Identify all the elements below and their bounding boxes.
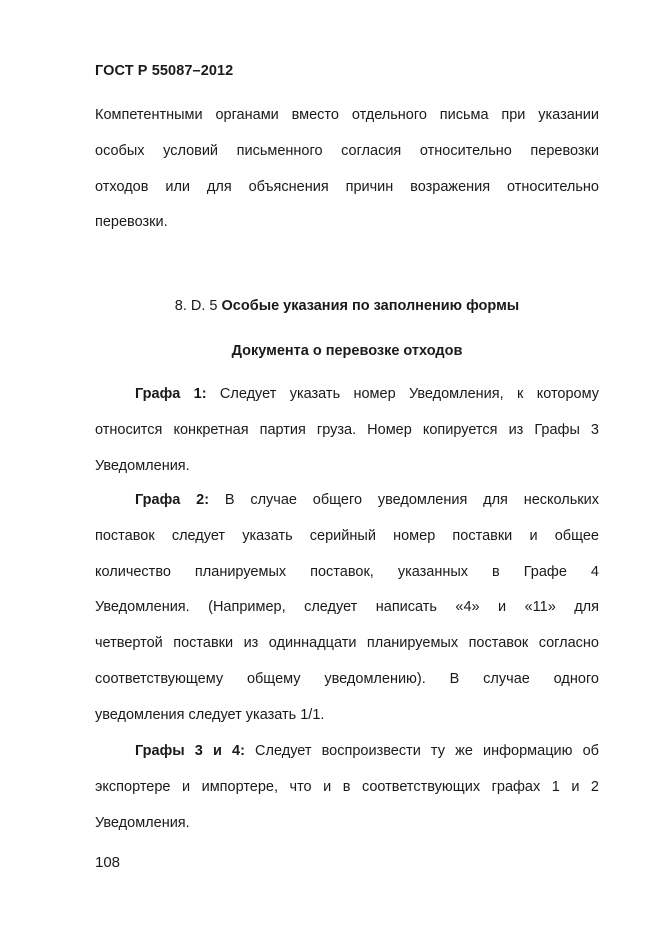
paragraph-line: количество планируемых поставок, указанных в Графе 4: [95, 563, 599, 580]
grafa-2-text: В случае общего уведомления для нескольких: [209, 492, 599, 508]
paragraph-line: отходов или для объяснения причин возражения относительно: [95, 178, 599, 195]
grafa-2-label: Графа 2:: [135, 492, 210, 508]
section-title-line2: Документа о перевозке отходов: [231, 343, 463, 359]
paragraph-line: [95, 483, 599, 519]
grafa-3-4-label: Графы 3 и 4:: [135, 743, 245, 759]
grafa-1-text: Следует указать номер Уведомления, к которому: [206, 386, 599, 402]
paragraph-line: особых условий письменного согласия относительно перевозки: [95, 142, 599, 159]
section-number: 8. D. 5: [174, 298, 218, 314]
paragraph-line: перевозки.: [95, 214, 168, 231]
paragraph-line: Уведомления. (Например, следует написать «4» и «11» для: [95, 599, 599, 616]
paragraph-line: Компетентными органами вместо отдельного письма при указании: [95, 107, 599, 123]
section-title-line1: Особые указания по заполнению формы: [221, 298, 520, 314]
paragraph-line: относится конкретная партия груза. Номер копируется из Графы 3: [95, 421, 599, 438]
document-header: ГОСТ Р 55087–2012: [95, 63, 234, 79]
grafa-3-4-paragraph: [95, 734, 599, 841]
paragraph-line: поставок следует указать серийный номер поставки и общее: [95, 527, 599, 544]
paragraph-line: экспортере и импортере, что и в соответствующих графах 1 и 2: [95, 778, 599, 795]
paragraph-line: [95, 377, 599, 413]
paragraph-line: соответствующему общему уведомлению). В случае одного: [95, 670, 599, 687]
grafa-2-paragraph: [95, 483, 599, 734]
paragraph-line: четвертой поставки из одиннадцати планируемых поставок согласно: [95, 635, 599, 652]
paragraph-line: Уведомления.: [95, 814, 190, 831]
grafa-1-paragraph: [95, 377, 599, 484]
grafa-1-label: Графа 1:: [135, 386, 207, 402]
paragraph-line: уведомления следует указать 1/1.: [95, 706, 325, 723]
page-number: 108: [95, 854, 121, 871]
intro-paragraph: [95, 98, 599, 241]
paragraph-line: [95, 734, 599, 770]
grafa-3-4-text: Следует воспроизвести ту же информацию об: [244, 743, 599, 759]
paragraph-line: Уведомления.: [95, 457, 190, 474]
section-heading: [95, 298, 599, 314]
section-heading-continued: [95, 343, 599, 359]
